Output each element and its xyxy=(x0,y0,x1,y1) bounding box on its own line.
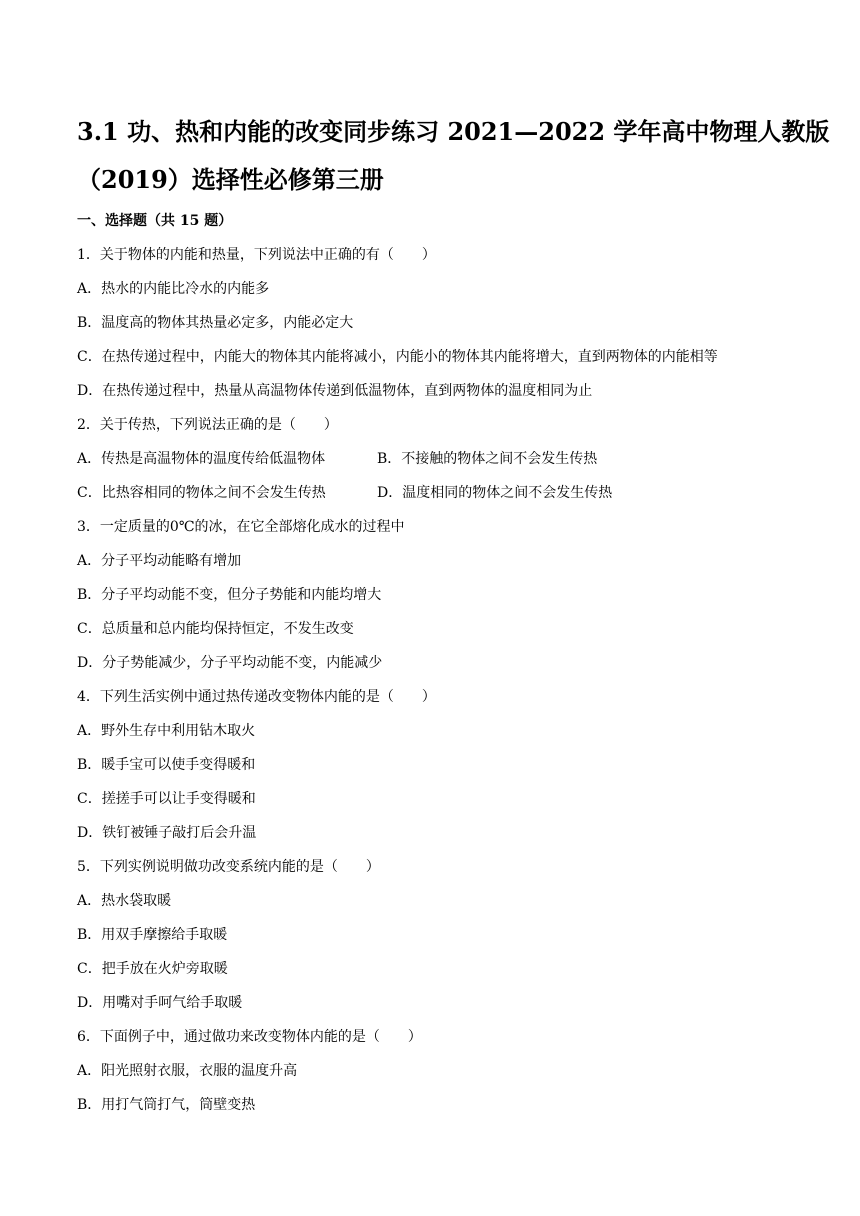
option-d: D．用嘴对手呵气给手取暖 xyxy=(77,995,243,1011)
option-b: B．分子平均动能不变，但分子势能和内能均增大 xyxy=(77,587,382,603)
question-1 xyxy=(77,238,797,408)
question-2 xyxy=(77,408,797,510)
option-b: B．暖手宝可以使手变得暖和 xyxy=(77,757,256,773)
option-row xyxy=(77,442,797,476)
question-stem: 1．关于物体的内能和热量，下列说法中正确的有（ ） xyxy=(77,247,436,263)
option-a: A．阳光照射衣服，衣服的温度升高 xyxy=(77,1063,298,1079)
document-title-line-1: 3.1 功、热和内能的改变同步练习 2021—2022 学年高中物理人教版 xyxy=(77,117,830,146)
option-c: C．比热容相同的物体之间不会发生传热 xyxy=(77,485,326,501)
option-d: D．在热传递过程中，热量从高温物体传递到低温物体，直到两物体的温度相同为止 xyxy=(77,383,593,399)
document-page xyxy=(77,108,830,1122)
option-a: A．传热是高温物体的温度传给低温物体 xyxy=(77,451,326,467)
question-stem: 5．下列实例说明做功改变系统内能的是（ ） xyxy=(77,859,380,875)
option-a: A．分子平均动能略有增加 xyxy=(77,553,242,569)
option-c: C．总质量和总内能均保持恒定，不发生改变 xyxy=(77,621,354,637)
option-a: A．热水袋取暖 xyxy=(77,893,172,909)
document-title-line-2: （2019）选择性必修第三册 xyxy=(77,165,384,194)
question-stem: 6．下面例子中，通过做功来改变物体内能的是（ ） xyxy=(77,1029,422,1045)
option-d: D．分子势能减少，分子平均动能不变，内能减少 xyxy=(77,655,383,671)
option-b: B．温度高的物体其热量必定多，内能必定大 xyxy=(77,315,354,331)
option-c: C．搓搓手可以让手变得暖和 xyxy=(77,791,256,807)
question-stem: 3．一定质量的0℃的冰，在它全部熔化成水的过程中 xyxy=(77,519,405,535)
question-stem: 2．关于传热，下列说法正确的是（ ） xyxy=(77,417,338,433)
option-row xyxy=(77,476,797,510)
option-b: B．用双手摩擦给手取暖 xyxy=(77,927,228,943)
question-5 xyxy=(77,850,797,1020)
document-title xyxy=(77,108,830,204)
option-d: D．温度相同的物体之间不会发生传热 xyxy=(377,485,613,501)
section-heading: 一、选择题（共 15 题） xyxy=(77,213,233,229)
option-a: A．野外生存中利用钻木取火 xyxy=(77,723,256,739)
option-b: B．用打气筒打气，筒壁变热 xyxy=(77,1097,256,1113)
question-stem: 4．下列生活实例中通过热传递改变物体内能的是（ ） xyxy=(77,689,436,705)
question-6 xyxy=(77,1020,797,1122)
question-4 xyxy=(77,680,797,850)
option-a: A．热水的内能比冷水的内能多 xyxy=(77,281,270,297)
question-3 xyxy=(77,510,797,680)
option-b: B．不接触的物体之间不会发生传热 xyxy=(377,451,598,467)
option-d: D．铁钉被锤子敲打后会升温 xyxy=(77,825,257,841)
option-c: C．把手放在火炉旁取暖 xyxy=(77,961,228,977)
option-c: C．在热传递过程中，内能大的物体其内能将减小，内能小的物体其内能将增大，直到两物体的内能相等 xyxy=(77,349,718,365)
